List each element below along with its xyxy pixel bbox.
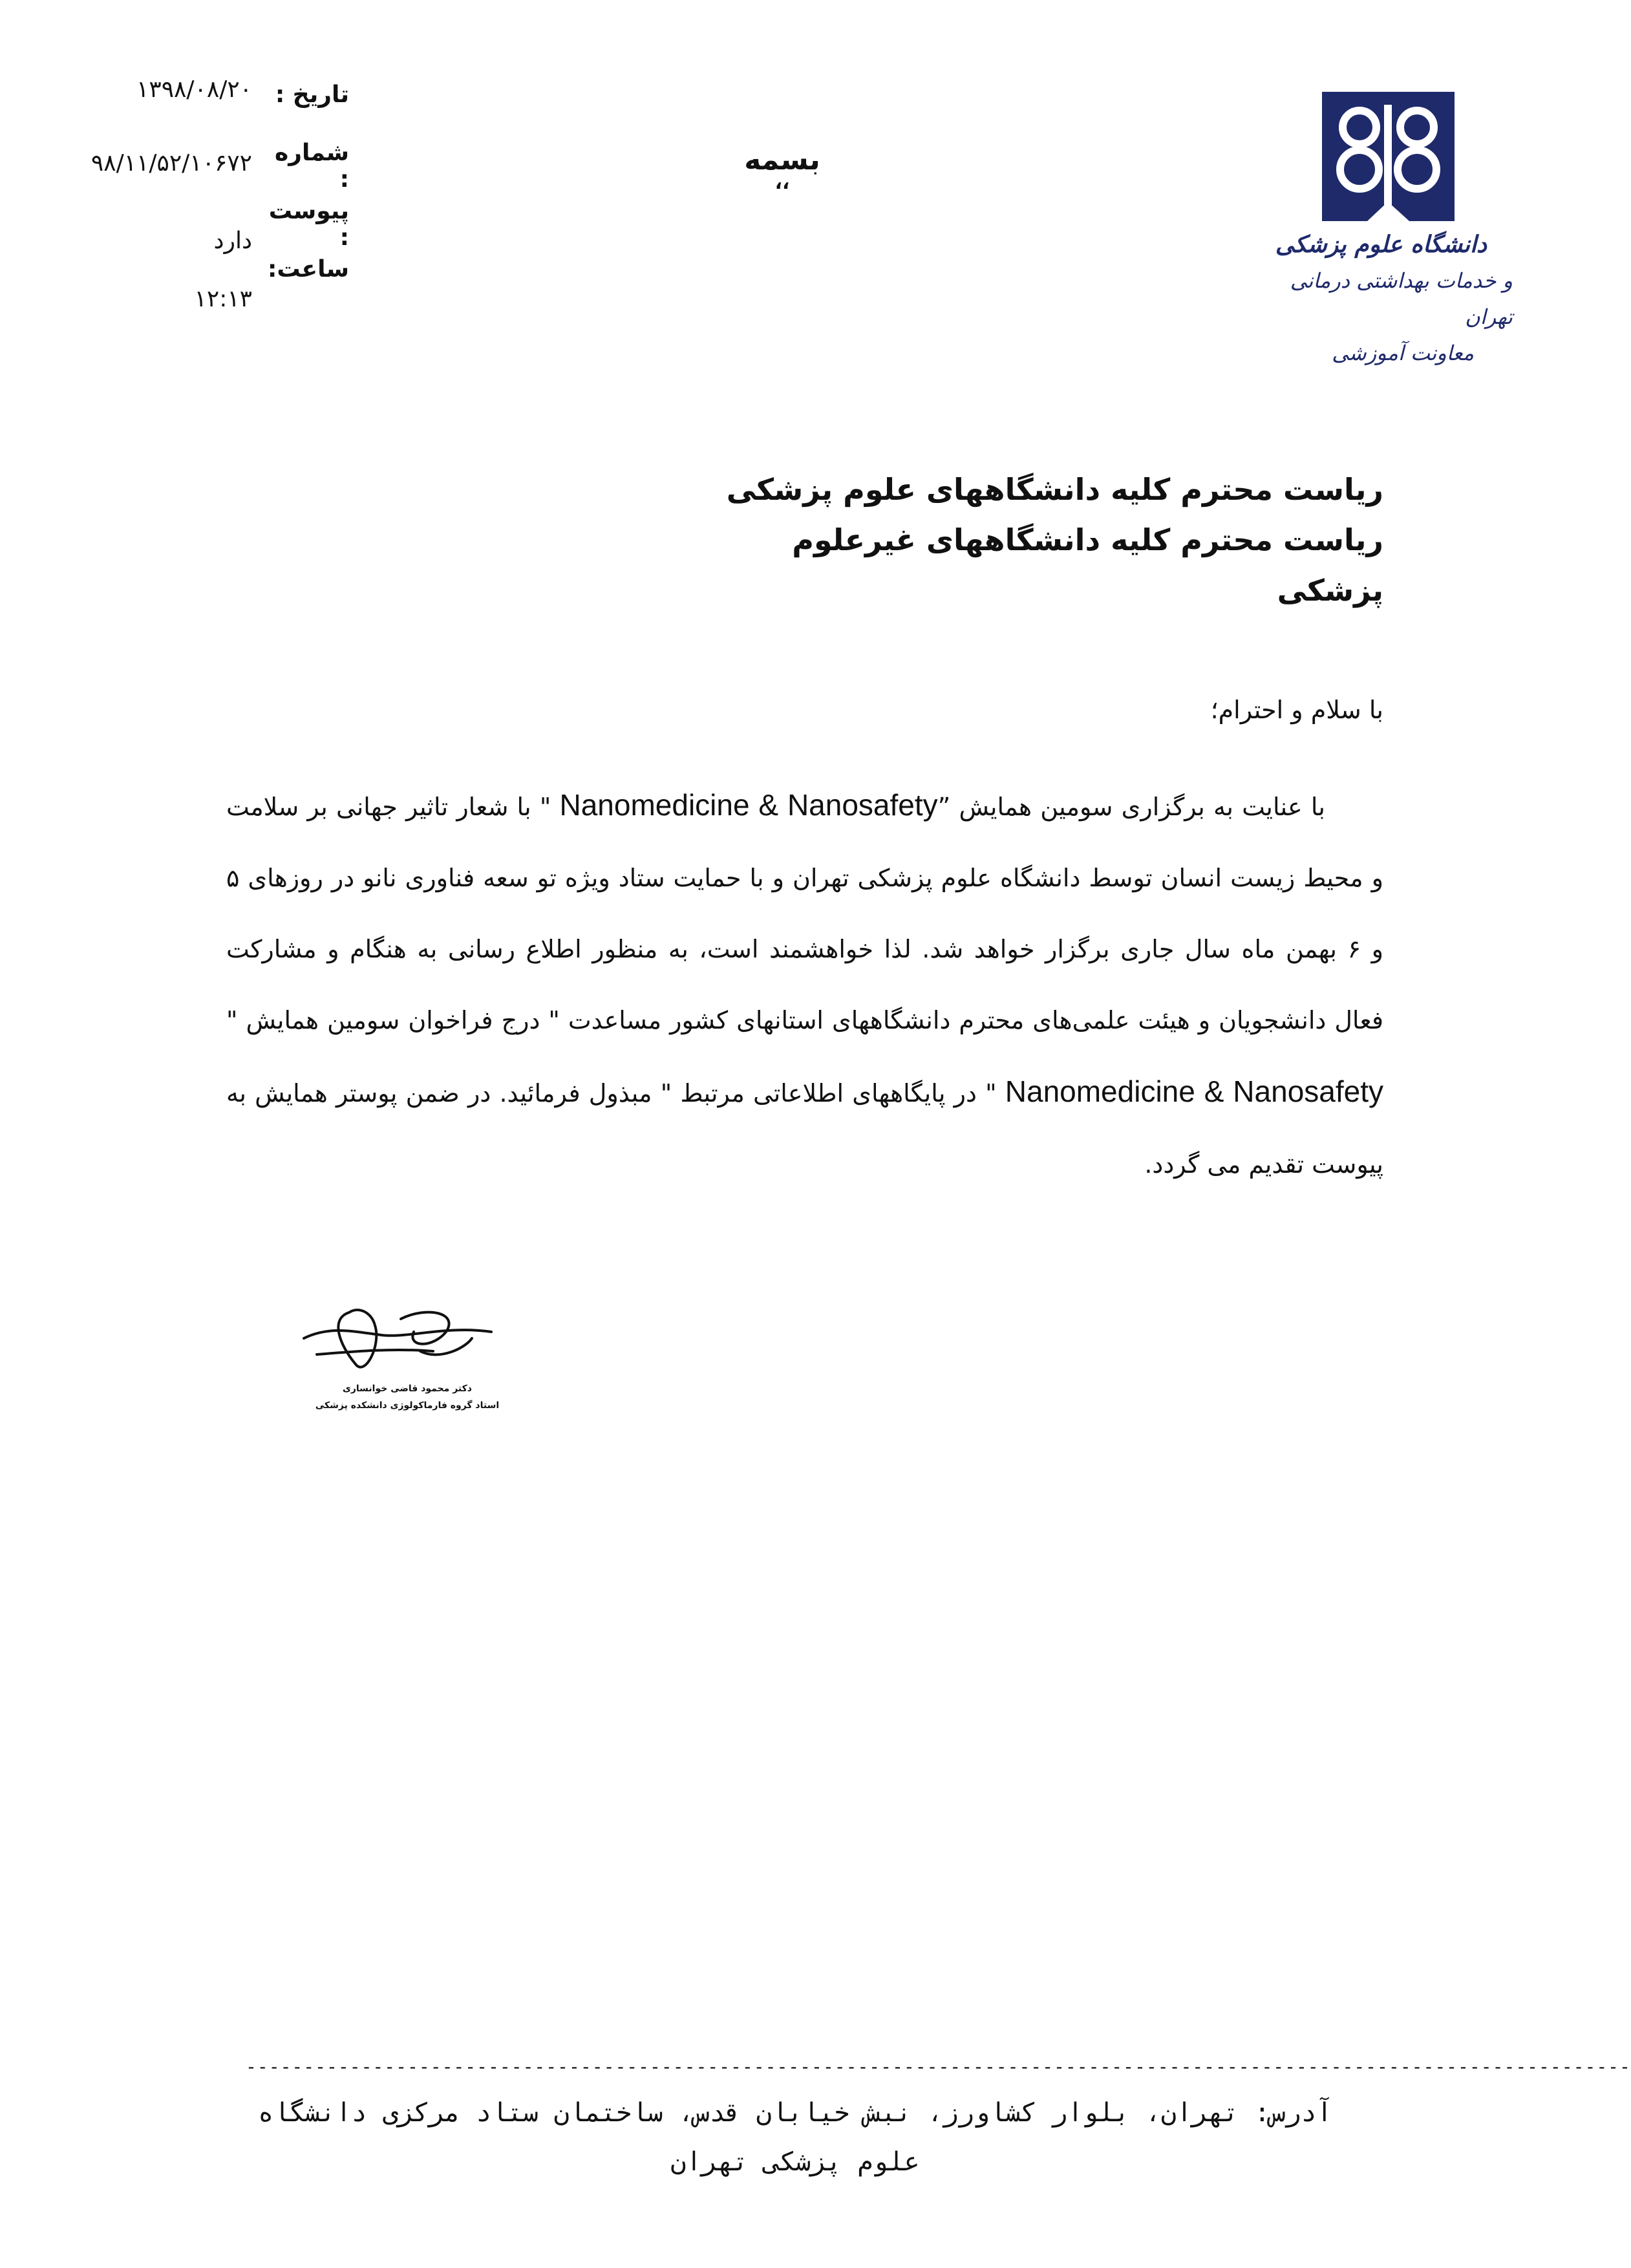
- footer-address: [162, 2088, 1429, 2187]
- date-label: تاریخ :: [275, 81, 349, 108]
- footer-separator: ------------------------------------------------------------------------------------------------------------------------: [246, 2056, 1631, 2077]
- logo-line-2: و خدمات بهداشتی درمانی تهران: [1290, 268, 1513, 329]
- address-line-1: آدرس: تهران، بلوار کشاورز، نبش خیابان قدس، ساختمان ستاد مرکزی دانشگاه: [258, 2098, 1332, 2128]
- university-emblem-icon: [1322, 92, 1455, 221]
- logo-caption: [1267, 226, 1513, 371]
- handwritten-signature-icon: [278, 1287, 537, 1384]
- time-value: ۱۲:۱۳: [194, 286, 252, 312]
- letter-body: [226, 769, 1383, 1200]
- number-value: ۹۸/۱۱/۵۲/۱۰۶۷۲: [91, 150, 252, 177]
- address-line-2: علوم پزشکی تهران: [670, 2147, 920, 2177]
- signatory-title: استاد گروه فارماکولوژی دانشکده پزشکی: [315, 1400, 500, 1411]
- conference-name-1: Nanomedicine & Nanosafety: [559, 788, 938, 822]
- recipients: [711, 464, 1383, 615]
- logo-line-1: دانشگاه علوم پزشکی: [1275, 231, 1487, 258]
- university-logo: [1322, 92, 1455, 221]
- number-label: شماره :: [274, 140, 349, 193]
- body-part-2: " با شعار تاثیر جهانی بر سلامت و محیط زیست انسان توسط دانشگاه علوم پزشکی تهران و با حمایت ستاد ویژه تو سعه فناوری نانو در روزهای ۵ و ۶ بهمن ماه سال جاری برگزار خواهد شد. لذا خواهشمند است، به منظور اطلاع رسانی به هنگام و مشارکت فعال دانشجویان و هیئت علمی‌های محترم دانشگاههای استانهای کشور مساعدت " درج فراخوان سومین همایش ": [226, 793, 1383, 1034]
- attachment-value: دارد: [213, 228, 252, 254]
- body-part-3: " در پایگاههای اطلاعاتی مرتبط " مبذول فرمائید. در ضمن پوستر همایش به پیوست تقدیم می گردد.: [226, 1079, 1383, 1179]
- signatory-name: دکتر محمود قاضی خوانساری: [343, 1384, 472, 1394]
- greeting: با سلام و احترام؛: [1210, 696, 1383, 724]
- date-value: ۱۳۹۸/۰۸/۲۰: [136, 76, 252, 103]
- time-label: ساعت:: [267, 256, 349, 283]
- recipient-line-2: ریاست محترم کلیه دانشگاههای غیرعلوم پزشکی: [792, 522, 1383, 608]
- logo-line-3: معاونت آموزشی: [1332, 341, 1474, 365]
- body-part-1: با عنایت به برگزاری سومین همایش ”: [937, 793, 1326, 821]
- recipient-line-1: ریاست محترم کلیه دانشگاههای علوم پزشکی: [726, 472, 1383, 507]
- conference-name-2: Nanomedicine & Nanosafety: [1005, 1075, 1384, 1108]
- besmeh-heading: بسمه ،،: [744, 144, 820, 194]
- signature-block: [278, 1287, 537, 1422]
- attachment-label: پیوست :: [268, 198, 349, 251]
